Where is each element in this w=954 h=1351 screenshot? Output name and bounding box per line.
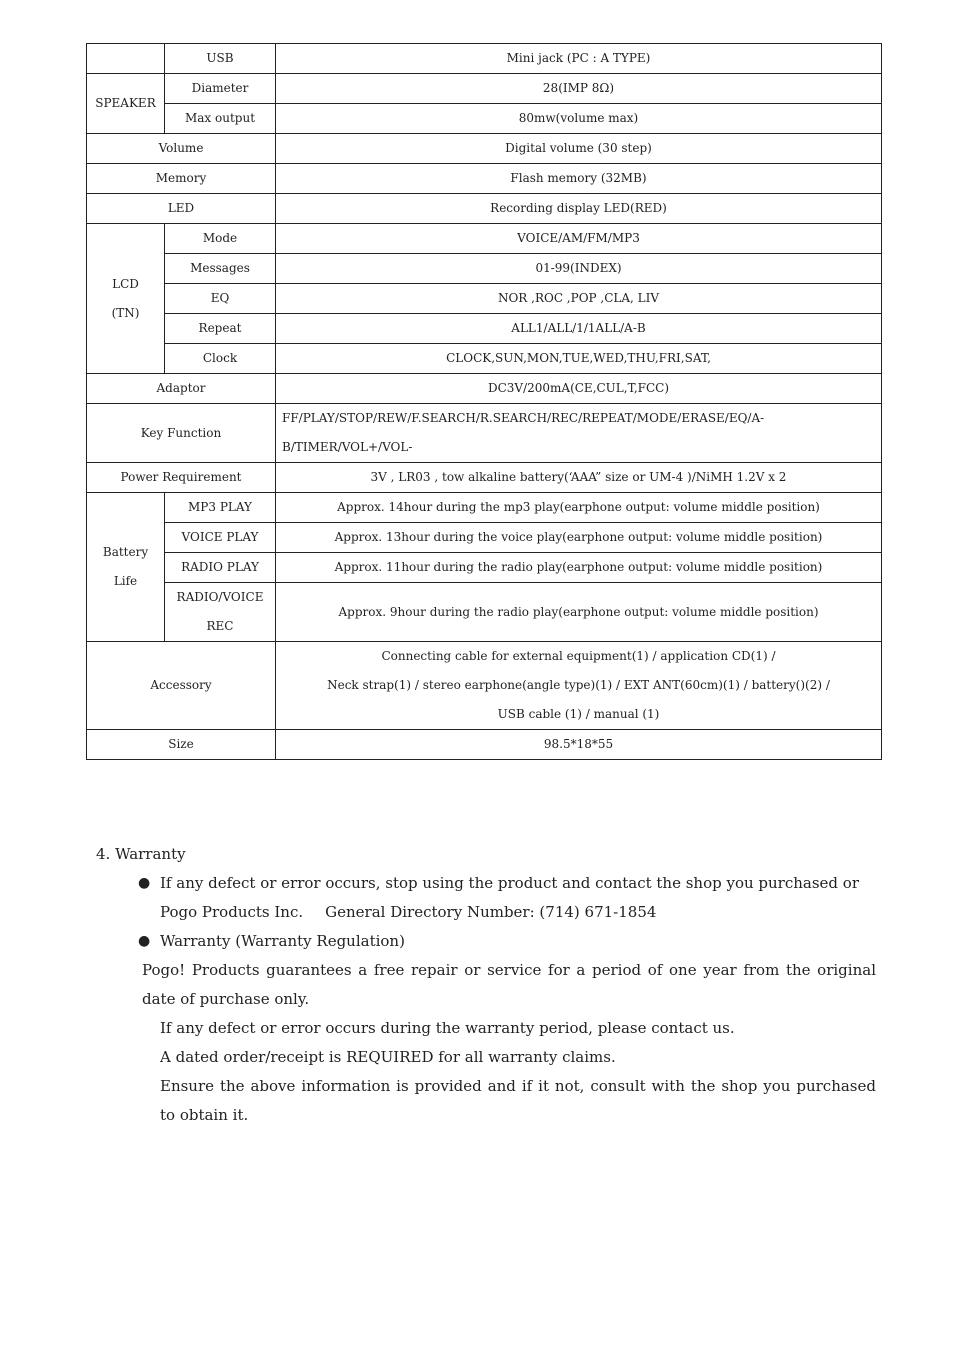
spec-value: 3V , LR03 , tow alkaline battery(‘AAA” size or UM-4 )/NiMH 1.2V x 2 (276, 463, 882, 493)
table-row (87, 254, 882, 284)
spec-sublabel: Clock (165, 344, 276, 374)
spec-value: 01-99(INDEX) (276, 254, 882, 284)
spec-label: Volume (87, 134, 276, 164)
spec-sublabel: Mode (165, 224, 276, 254)
bullet-icon: ● (138, 875, 151, 891)
battery-label-line1: Battery (102, 545, 149, 559)
table-row (87, 523, 882, 553)
radio-voice-label-line1: RADIO/VOICE (176, 590, 264, 604)
spec-value: Flash memory (32MB) (276, 164, 882, 194)
lcd-label-line2: (TN) (111, 305, 140, 320)
table-row (87, 44, 882, 74)
warranty-section (96, 840, 876, 1130)
table-row (87, 463, 882, 493)
spec-sublabel: RADIO PLAY (165, 553, 276, 583)
spec-label: Accessory (87, 642, 276, 730)
warranty-line: Ensure the above information is provided and if it not, consult with the shop you purchased to obtain it. (160, 1077, 876, 1124)
spec-sublabel: MP3 PLAY (165, 493, 276, 523)
warranty-line: If any defect or error occurs during the warranty period, please contact us. (160, 1019, 735, 1037)
spec-value: Recording display LED(RED) (276, 194, 882, 224)
key-function-line1: FF/PLAY/STOP/REW/F.SEARCH/R.SEARCH/REC/REPEAT/MODE/ERASE/EQ/A- (282, 411, 765, 425)
spec-label: Key Function (87, 404, 276, 463)
spec-sublabel (165, 583, 276, 642)
table-row (87, 553, 882, 583)
spec-value (276, 404, 882, 463)
spec-sublabel: VOICE PLAY (165, 523, 276, 553)
spec-sublabel: Messages (165, 254, 276, 284)
radio-voice-label-line2: REC (206, 619, 234, 633)
table-row (87, 583, 882, 642)
accessory-line3: USB cable (1) / manual (1) (497, 707, 660, 721)
bullet1-company: Pogo Products Inc. (160, 903, 304, 921)
table-row (87, 404, 882, 463)
bullet-text (160, 869, 876, 927)
spec-value: Approx. 13hour during the voice play(earphone output: volume middle position) (276, 523, 882, 553)
table-row (87, 194, 882, 224)
spec-value: Mini jack (PC : A TYPE) (276, 44, 882, 74)
bullet-icon: ● (138, 933, 151, 949)
table-row (87, 134, 882, 164)
spec-value: NOR ,ROC ,POP ,CLA, LIV (276, 284, 882, 314)
spec-value: Approx. 9hour during the radio play(earphone output: volume middle position) (276, 583, 882, 642)
key-function-line2: B/TIMER/VOL+/VOL- (282, 440, 413, 454)
table-row (87, 284, 882, 314)
table-row (87, 493, 882, 523)
spec-group-label: SPEAKER (87, 74, 165, 134)
battery-label-line2: Life (113, 574, 138, 588)
spec-sublabel: EQ (165, 284, 276, 314)
spec-group-label (87, 493, 165, 642)
spec-value: DC3V/200mA(CE,CUL,T,FCC) (276, 374, 882, 404)
spec-value (276, 642, 882, 730)
spec-value: CLOCK,SUN,MON,TUE,WED,THU,FRI,SAT, (276, 344, 882, 374)
spec-sublabel: Max output (165, 104, 276, 134)
spec-label: Power Requirement (87, 463, 276, 493)
table-row (87, 374, 882, 404)
warranty-paragraph: Pogo! Products guarantees a free repair or service for a period of one year from the original date of purchase only. (142, 961, 876, 1008)
section-heading: 4. Warranty (96, 845, 186, 863)
spec-sublabel: USB (165, 44, 276, 74)
accessory-line2: Neck strap(1) / stereo earphone(angle type)(1) / EXT ANT(60cm)(1) / battery()(2) / (327, 678, 830, 692)
table-row (87, 104, 882, 134)
table-row (87, 224, 882, 254)
spec-value: 28(IMP 8Ω) (276, 74, 882, 104)
spec-label: Memory (87, 164, 276, 194)
spec-label: LED (87, 194, 276, 224)
table-row (87, 344, 882, 374)
accessory-line1: Connecting cable for external equipment(1) / application CD(1) / (381, 649, 776, 663)
spec-sublabel: Diameter (165, 74, 276, 104)
warranty-line: A dated order/receipt is REQUIRED for all warranty claims. (160, 1048, 616, 1066)
spec-value: 98.5*18*55 (276, 730, 882, 760)
list-item (138, 927, 876, 956)
table-row (87, 74, 882, 104)
bullet1-phone: General Directory Number: (714) 671-1854 (325, 903, 657, 921)
spec-value: Digital volume (30 step) (276, 134, 882, 164)
spec-value: Approx. 14hour during the mp3 play(earphone output: volume middle position) (276, 493, 882, 523)
list-item (138, 869, 876, 927)
spec-value: ALL1/ALL/1/1ALL/A-B (276, 314, 882, 344)
spec-group-label (87, 224, 165, 374)
bullet-text: Warranty (Warranty Regulation) (160, 932, 405, 950)
spec-label: Size (87, 730, 276, 760)
spec-table (86, 43, 882, 760)
bullet1-line1: If any defect or error occurs, stop using the product and contact the shop you purchased or (160, 874, 860, 892)
spec-value: VOICE/AM/FM/MP3 (276, 224, 882, 254)
spec-sublabel: Repeat (165, 314, 276, 344)
table-row (87, 314, 882, 344)
table-row (87, 164, 882, 194)
table-row (87, 730, 882, 760)
spec-label: Adaptor (87, 374, 276, 404)
blank-cell (87, 44, 165, 74)
spec-value: Approx. 11hour during the radio play(earphone output: volume middle position) (276, 553, 882, 583)
spec-value: 80mw(volume max) (276, 104, 882, 134)
table-row (87, 642, 882, 730)
lcd-label-line1: LCD (112, 276, 139, 291)
